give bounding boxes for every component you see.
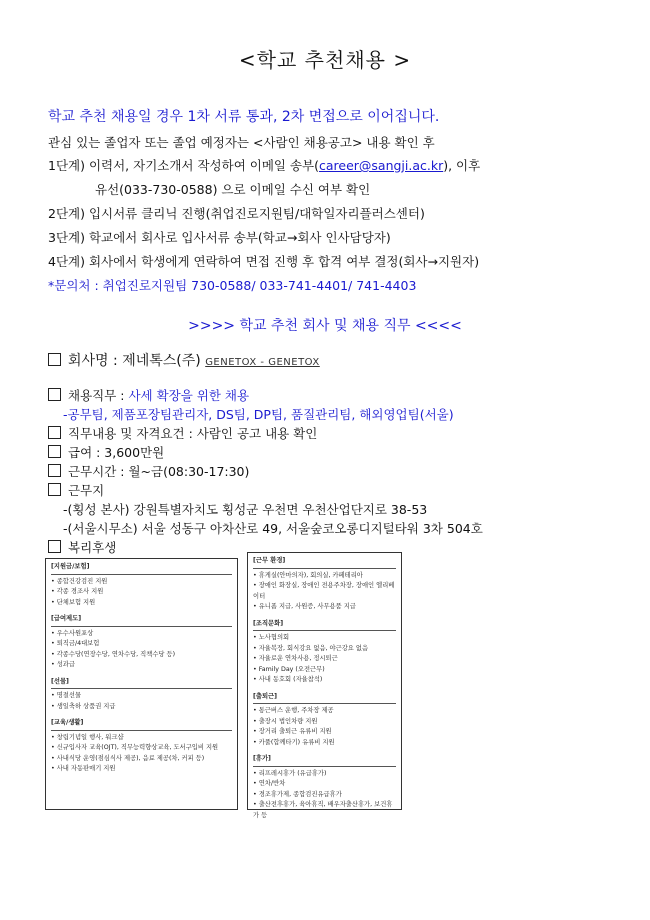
page-title: <학교 추천채용 > [238, 48, 412, 72]
divider [253, 766, 396, 767]
benefits-panel-right [247, 552, 402, 819]
divider [51, 730, 232, 731]
intro-line: 관심 있는 졸업자 또는 졸업 예정자는 <사람인 채용공고> 내용 확인 후 [48, 135, 435, 150]
benefit-section-title: [지원금/보험] [51, 563, 90, 570]
location-row [48, 481, 104, 499]
qualification-text: 직무내용 및 자격요건 : 사람인 공고 내용 확인 [68, 426, 318, 441]
benefits-label: 복리후생 [68, 540, 117, 555]
benefit-item: • 유니폼 지급, 사원증, 사무용품 지급 [253, 603, 356, 610]
benefit-section-title: [선물] [51, 677, 69, 685]
step1-suffix: ), 이후 [443, 158, 481, 173]
company-link[interactable]: GENETOX - GENETOX [205, 357, 320, 368]
contact-line: *문의처 : 취업진로지원팀 730-0588/ 033-741-4401/ 741-4403 [48, 278, 417, 293]
benefit-section-title: [급여제도] [51, 615, 82, 622]
job-label: 채용직무 : [68, 388, 129, 403]
benefit-item: • 단체보험 지원 [51, 598, 96, 606]
step1-prefix: 1단계) 이력서, 자기소개서 작성하여 이메일 송부( [48, 158, 319, 173]
benefit-section-title: [휴가] [253, 755, 271, 762]
salary-text: 급여 : 3,600만원 [68, 445, 165, 460]
step2-line: 2단계) 입시서류 클리닉 진행(취업진로지원팀/대학일자리플러스센터) [48, 206, 425, 221]
benefit-item: • 출장시 법인차량 지원 [253, 717, 318, 725]
step4-line: 4단계) 회사에서 학생에게 연락하여 면접 진행 후 합격 여부 결정(회사→지원자) [48, 254, 480, 269]
divider [253, 630, 396, 631]
job-teams: -공무팀, 제품포장팀관리자, DS팀, DP팀, 품질관리팀, 해외영업팀(서울) [63, 407, 454, 422]
location-seoul: -(서울시무소) 서울 성동구 아차산로 49, 서울숲코오롱디지털타워 3차 504호 [63, 521, 483, 536]
benefit-item: • 통근버스 운행, 주차장 제공 [253, 707, 334, 714]
company-label: 회사명 : 제네톡스(주) [68, 353, 201, 369]
section-heading: >>>> 학교 추천 회사 및 채용 직무 <<<< [188, 318, 462, 334]
hours-row [48, 462, 249, 480]
checkbox-icon [48, 388, 61, 401]
benefit-item: • 리프레시휴가 (유급휴가) [253, 769, 327, 777]
benefit-item: • 장애인 화장실, 장애인 전용주차장, 장애인 엘리베이터 [253, 582, 395, 600]
benefit-item: • 퇴직금/4대보험 [51, 640, 100, 647]
benefit-item: • 자율복장, 회식강요 없음, 야근강요 없음 [253, 644, 369, 652]
benefit-section-title: [조직문화] [253, 619, 284, 627]
benefits-panel-left [45, 558, 238, 810]
company-row [48, 350, 320, 370]
qualification-row [48, 424, 317, 442]
benefit-section-title: [근무 환경] [253, 557, 286, 564]
benefits-row [48, 538, 116, 556]
checkbox-icon [48, 353, 61, 366]
divider [51, 574, 232, 575]
divider [51, 626, 232, 627]
benefit-section-title: [교육/생활] [51, 719, 84, 726]
checkbox-icon [48, 426, 61, 439]
benefit-item: • 휴게실(안마의자), 회의실, 카페테리아 [253, 571, 363, 579]
benefit-item: • 각종 경조사 지원 [51, 588, 104, 595]
checkbox-icon [48, 483, 61, 496]
benefit-section-title: [출퇴근] [253, 692, 278, 700]
benefit-item: • 연차/반차 [253, 780, 286, 787]
divider [51, 688, 232, 689]
divider [253, 568, 396, 569]
benefit-item: • 우수사원포상 [51, 629, 94, 637]
step1-line [48, 156, 480, 174]
salary-row [48, 443, 164, 461]
location-hq: -(횡성 본사) 강원특별자치도 횡성군 우천면 우천산업단지로 38-53 [63, 502, 428, 517]
benefit-item: • 사내 동호회 (자율참석) [253, 676, 323, 683]
benefit-item: • 종합건강검진 지원 [51, 577, 108, 585]
hours-text: 근무시간 : 월~금(08:30-17:30) [68, 464, 250, 479]
benefit-item: • 성과급 [51, 661, 75, 668]
benefit-item: • 카풀(합께타기) 유류비 지원 [253, 738, 335, 746]
benefit-item: • 생일축하 상품권 지급 [51, 702, 116, 710]
benefit-item: • 자율로운 연차사용, 정시퇴근 [253, 655, 338, 662]
career-email-link[interactable]: career@sangji.ac.kr [318, 158, 444, 173]
checkbox-icon [48, 445, 61, 458]
divider [253, 703, 396, 704]
intro-highlight: 학교 추천 채용일 경우 1차 서류 통과, 2차 면접으로 이어집니다. [48, 109, 440, 125]
step3-line: 3단계) 학교에서 회사로 입사서류 송부(학교→회사 인사담당자) [48, 230, 391, 245]
benefit-item: • 사내 자동판매기 지원 [51, 765, 116, 772]
benefit-item: • 출산전후휴가, 육아휴직, 배우자출산휴가, 보건휴가 등 [253, 801, 393, 819]
checkbox-icon [48, 464, 61, 477]
benefit-item: • 노사협의회 [253, 634, 290, 641]
benefit-item: • 각종수당(연장수당, 연차수당, 직책수당 등) [51, 650, 176, 658]
benefit-item: • 장거리 출퇴근 유류비 지원 [253, 728, 332, 735]
benefit-item: • 사내식당 운영(점심식사 제공), 음료 제공(차, 커피 등) [51, 754, 205, 762]
benefit-item: • 창립기념일 행사, 워크샵 [51, 733, 124, 741]
job-row [48, 386, 249, 404]
location-label: 근무지 [68, 483, 105, 498]
checkbox-icon [48, 540, 61, 553]
benefit-item: • Family Day (오전근무) [253, 665, 325, 673]
benefit-item: • 명절선물 [51, 692, 82, 699]
step1-line2: 유선(033-730-0588) 으로 이메일 수신 여부 확인 [95, 182, 371, 197]
benefit-item: • 경조휴가제, 종합검진유급휴가 [253, 790, 342, 798]
job-value: 사세 확장을 위한 채용 [128, 388, 250, 403]
benefit-item: • 신규입사자 교육(OJT), 직무능력향상교육, 도서구입비 지원 [51, 744, 219, 751]
